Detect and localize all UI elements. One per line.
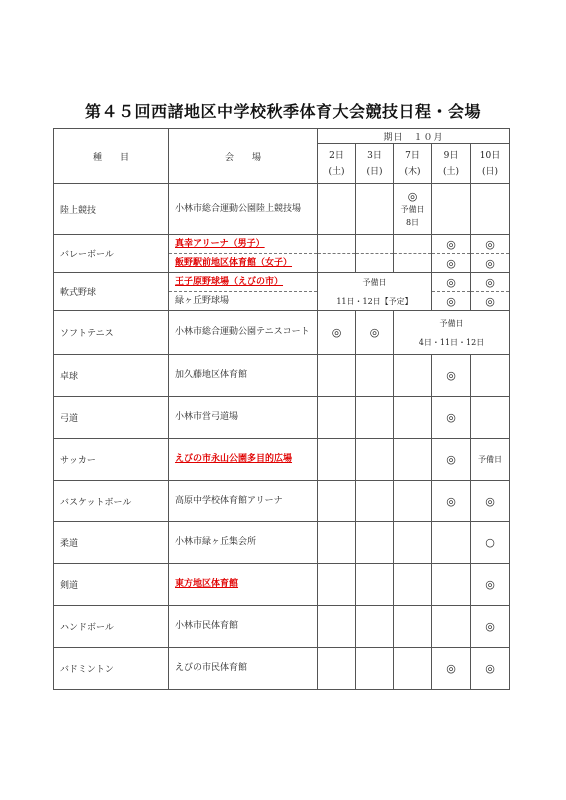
- sport-cell: サッカー: [54, 439, 169, 481]
- table-row: [54, 481, 510, 522]
- baseball-reserve: 予備日 11日・12日【予定】: [318, 273, 432, 311]
- schedule-mark: ◎: [432, 397, 471, 439]
- athletics-day3: ◎ 予備日 8日: [394, 184, 432, 235]
- sport-cell: 弓道: [54, 397, 169, 439]
- sport-cell: バスケットボール: [54, 481, 169, 522]
- header-day-1: 2日 (土): [318, 144, 356, 184]
- venue-cell: 真幸アリーナ（男子）: [175, 238, 265, 249]
- header-day-4: 9日 (土): [432, 144, 471, 184]
- sport-cell: ソフトテニス: [54, 311, 169, 355]
- sport-cell: 柔道: [54, 522, 169, 564]
- schedule-mark: ◎: [471, 564, 510, 606]
- venue-cell: 小林市民体育館: [169, 606, 318, 648]
- sport-cell: バドミントン: [54, 648, 169, 690]
- schedule-mark: ◎: [471, 235, 510, 254]
- venue-cell: 飯野駅前地区体育館（女子）: [175, 257, 293, 268]
- table-row: [54, 311, 510, 355]
- venue-cell: 小林市営弓道場: [169, 397, 318, 439]
- sport-cell: ハンドボール: [54, 606, 169, 648]
- schedule-mark: ◎: [471, 254, 510, 273]
- table-row: [54, 439, 510, 481]
- schedule-mark: ◎: [432, 292, 471, 311]
- table-row: [54, 522, 510, 564]
- schedule-mark: ◎: [471, 481, 510, 522]
- sport-cell: 軟式野球: [54, 273, 169, 311]
- venue-cell: 東方地区体育館: [175, 579, 239, 589]
- table-row: [54, 564, 510, 606]
- venue-cell: 高原中学校体育館アリーナ: [169, 481, 318, 522]
- schedule-mark: ◎: [432, 439, 471, 481]
- sport-cell: 剣道: [54, 564, 169, 606]
- schedule-mark: ◎: [471, 292, 510, 311]
- header-period: 期日 １０月: [318, 129, 510, 144]
- schedule-mark: ◎: [432, 235, 471, 254]
- header-day-3: 7日 (木): [394, 144, 432, 184]
- softtennis-reserve: 予備日 4日・11日・12日: [394, 311, 510, 355]
- schedule-mark: ◎: [432, 648, 471, 690]
- table-row: [54, 397, 510, 439]
- sport-cell: バレーボール: [54, 235, 169, 273]
- sport-cell: 卓球: [54, 355, 169, 397]
- venue-cell: 加久藤地区体育館: [169, 355, 318, 397]
- header-row: [54, 129, 510, 144]
- header-sport: 種 目: [54, 129, 169, 184]
- venue-cell: 小林市総合運動公園陸上競技場: [169, 184, 318, 235]
- schedule-mark: ◎: [432, 254, 471, 273]
- venue-cell: 小林市緑ヶ丘集会所: [169, 522, 318, 564]
- venue-cell: 緑ヶ丘野球場: [169, 292, 318, 311]
- schedule-mark: ◎: [356, 311, 394, 355]
- table-row: [54, 606, 510, 648]
- venue-cell: 王子原野球場（えびの市）: [175, 276, 284, 287]
- schedule-mark: ◎: [471, 273, 510, 292]
- table-row: [54, 184, 510, 235]
- schedule-mark: ○: [471, 522, 510, 564]
- header-venue: 会 場: [169, 129, 318, 184]
- venue-cell: 小林市総合運動公園テニスコート: [169, 311, 318, 355]
- schedule-table: [53, 128, 510, 690]
- sport-cell: 陸上競技: [54, 184, 169, 235]
- table-row: [54, 648, 510, 690]
- venue-cell: えびの市永山公園多目的広場: [175, 454, 293, 464]
- venue-cell: えびの市民体育館: [169, 648, 318, 690]
- page-title: 第４５回西諸地区中学校秋季体育大会競技日程・会場: [84, 102, 481, 121]
- schedule-mark: ◎: [432, 481, 471, 522]
- table-row: [54, 273, 510, 292]
- schedule-mark: ◎: [432, 273, 471, 292]
- schedule-mark: ◎: [471, 606, 510, 648]
- table-row: [54, 235, 510, 254]
- header-day-2: 3日 (日): [356, 144, 394, 184]
- schedule-mark: ◎: [318, 311, 356, 355]
- soccer-reserve: 予備日: [471, 439, 510, 481]
- schedule-mark: ◎: [471, 648, 510, 690]
- table-row: [54, 355, 510, 397]
- header-day-5: 10日 (日): [471, 144, 510, 184]
- schedule-mark: ◎: [432, 355, 471, 397]
